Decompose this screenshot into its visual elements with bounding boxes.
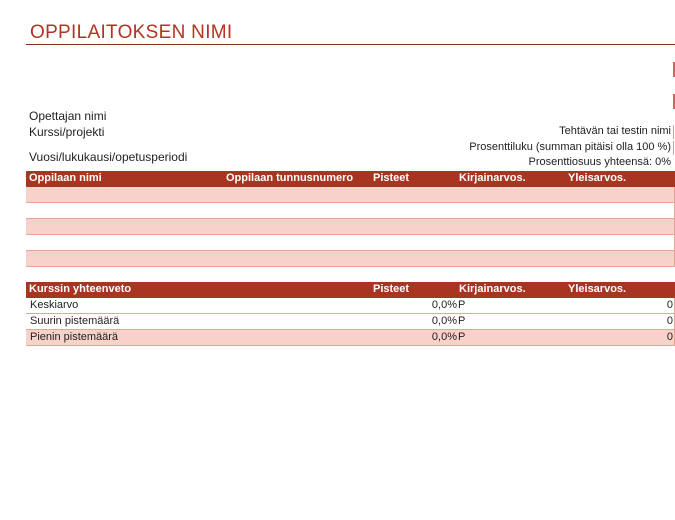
student-row[interactable]	[26, 187, 675, 203]
students-table	[26, 171, 675, 267]
header-overall-grade[interactable]: Yleisarvos.	[568, 172, 627, 184]
assignment-cell-border	[673, 125, 674, 139]
header-summary-letter-grade[interactable]: Kirjainarvos.	[459, 283, 526, 295]
student-row[interactable]	[26, 251, 675, 267]
header-summary-points[interactable]: Pisteet	[373, 283, 410, 295]
teacher-name-label[interactable]: Opettajan nimi	[29, 109, 107, 123]
header-student-id[interactable]: Oppilaan tunnusnumero	[226, 172, 354, 184]
percent-total-label[interactable]: Prosenttiosuus yhteensä: 0%	[528, 156, 671, 168]
summary-row-grade: P	[458, 331, 466, 343]
student-row[interactable]	[26, 203, 675, 219]
header-points[interactable]: Pisteet	[373, 172, 410, 184]
assignment-name-label[interactable]: Tehtävän tai testin nimi	[559, 125, 671, 137]
student-row[interactable]	[26, 219, 675, 235]
summary-table	[26, 282, 675, 346]
summary-row-overall: 0	[666, 299, 673, 311]
percent-cell-border	[673, 141, 674, 155]
header-course-summary[interactable]: Kurssin yhteenveto	[29, 283, 132, 295]
summary-row-average[interactable]	[26, 298, 675, 314]
summary-table-header	[26, 282, 675, 298]
header-summary-overall-grade[interactable]: Yleisarvos.	[568, 283, 627, 295]
students-table-header	[26, 171, 675, 187]
course-label[interactable]: Kurssi/projekti	[29, 125, 105, 139]
summary-row-overall: 0	[666, 315, 673, 327]
title-rule	[26, 44, 675, 45]
summary-row-label: Keskiarvo	[30, 299, 79, 311]
summary-row-grade: P	[458, 315, 466, 327]
header-letter-grade[interactable]: Kirjainarvos.	[459, 172, 526, 184]
summary-row-percent: 0,0%	[431, 331, 457, 343]
sheet-title[interactable]: OPPILAITOKSEN NIMI	[30, 22, 233, 43]
summary-row-overall: 0	[666, 331, 673, 343]
student-row[interactable]	[26, 235, 675, 251]
period-label[interactable]: Vuosi/lukukausi/opetusperiodi	[29, 150, 188, 164]
summary-row-max[interactable]	[26, 314, 675, 330]
header-student-name[interactable]: Oppilaan nimi	[29, 172, 102, 184]
summary-row-percent: 0,0%	[431, 315, 457, 327]
summary-row-label: Suurin pistemäärä	[30, 315, 120, 327]
summary-row-percent: 0,0%	[431, 299, 457, 311]
summary-row-grade: P	[458, 299, 466, 311]
summary-row-label: Pienin pistemäärä	[30, 331, 119, 343]
summary-row-min[interactable]	[26, 330, 675, 346]
percent-label[interactable]: Prosenttiluku (summan pitäisi olla 100 %)	[469, 141, 671, 153]
